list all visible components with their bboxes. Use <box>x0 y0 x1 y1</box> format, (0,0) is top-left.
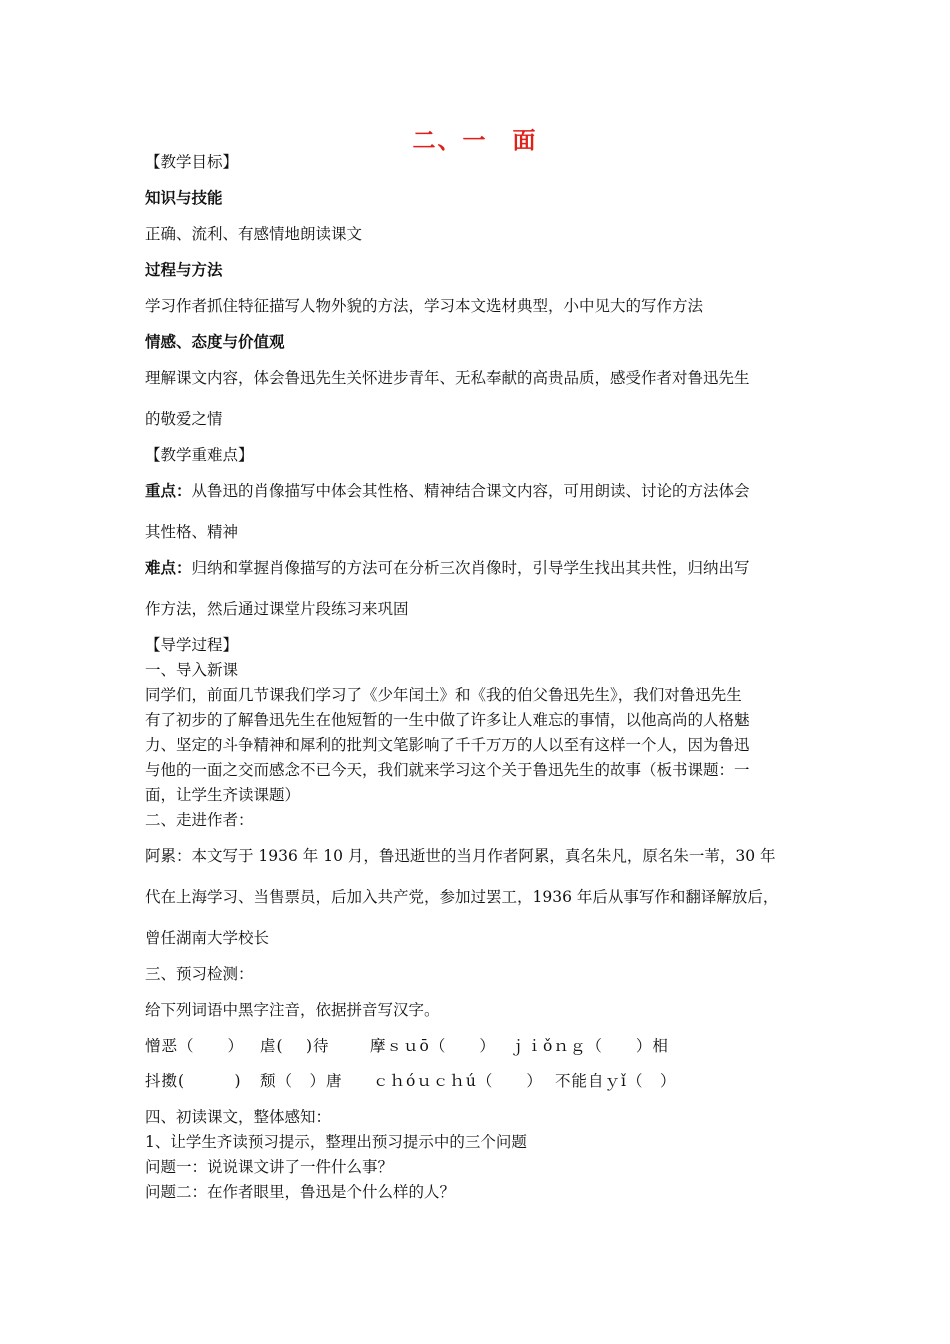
preview-item: ｃｈóｕｃｈú（ ） <box>373 1072 543 1090</box>
hard-point-text: 归纳和掌握肖像描写的方法可在分析三次肖像时，引导学生找出其共性，归纳出写 <box>191 559 750 577</box>
heading-author: 二、走进作者： <box>145 811 254 829</box>
section-guide-process: 【导学过程】 <box>145 636 239 654</box>
intro-line-3: 力、坚定的斗争精神和犀利的批判文笔影响了千千万万的人以至有这样一个人，因为鲁迅 <box>145 736 750 754</box>
hard-point-line-1 <box>145 558 750 578</box>
hard-point-label: 难点： <box>145 558 192 577</box>
preview-item: 不能自ｙǐ（ ） <box>555 1072 677 1090</box>
heading-knowledge-skills: 知识与技能 <box>145 188 223 207</box>
preview-item: 憎恶（ ） <box>145 1037 245 1055</box>
section-key-difficulties: 【教学重难点】 <box>145 446 254 464</box>
preview-item: 颓（ ）唐 <box>260 1072 343 1090</box>
key-point-line-1 <box>145 481 750 501</box>
section-teaching-goals: 【教学目标】 <box>145 153 239 171</box>
heading-first-reading: 四、初读课文，整体感知： <box>145 1108 332 1126</box>
author-line-2: 代在上海学习、当售票员，后加入共产党，参加过罢工，1936 年后从事写作和翻译解放后， <box>145 888 779 906</box>
page-title: 二、一 面 <box>412 127 538 154</box>
heading-process-methods: 过程与方法 <box>145 260 223 279</box>
intro-line-1: 同学们，前面几节课我们学习了《少年闰土》和《我的伯父鲁迅先生》，我们对鲁迅先生 <box>145 686 742 704</box>
key-point-line-2: 其性格、精神 <box>145 523 239 541</box>
intro-line-2: 有了初步的了解鲁迅先生在他短暂的一生中做了许多让人难忘的事情，以他高尚的人格魅 <box>145 711 750 729</box>
preview-instruction: 给下列词语中黑字注音，依据拼音写汉字。 <box>145 1001 440 1019</box>
key-point-text: 从鲁迅的肖像描写中体会其性格、精神结合课文内容，可用朗读、讨论的方法体会 <box>191 482 750 500</box>
reading-line-3: 问题二：在作者眼里，鲁迅是个什么样的人？ <box>145 1183 456 1201</box>
key-point-label: 重点： <box>145 481 192 500</box>
reading-line-1: 1、让学生齐读预习提示，整理出预习提示中的三个问题 <box>145 1133 527 1151</box>
hard-point-line-2: 作方法，然后通过课堂片段练习来巩固 <box>145 600 409 618</box>
preview-item: ｊｉǒｎｇ（ ）相 <box>510 1037 669 1055</box>
heading-emotion-values: 情感、态度与价值观 <box>145 332 285 351</box>
author-line-3: 曾任湖南大学校长 <box>145 929 270 947</box>
intro-line-5: 面，让学生齐读课题） <box>145 786 301 804</box>
text-emotion-values-line-1: 理解课文内容，体会鲁迅先生关怀进步青年、无私奉献的高贵品质，感受作者对鲁迅先生 <box>145 369 750 387</box>
preview-item: 摩ｓｕō（ ） <box>370 1037 496 1055</box>
intro-line-4: 与他的一面之交而感念不已今天，我们就来学习这个关于鲁迅先生的故事（板书课题：一 <box>145 761 750 779</box>
author-line-1: 阿累：本文写于 1936 年 10 月，鲁迅逝世的当月作者阿累，真名朱凡，原名朱一苇，30 年 <box>145 847 776 865</box>
preview-item: 虐( )待 <box>260 1037 330 1055</box>
text-knowledge-skills: 正确、流利、有感情地朗读课文 <box>145 225 363 243</box>
text-emotion-values-line-2: 的敬爱之情 <box>145 410 223 428</box>
text-process-methods: 学习作者抓住特征描写人物外貌的方法，学习本文选材典型，小中见大的写作方法 <box>145 297 704 315</box>
preview-item: 抖擞( ) <box>145 1072 242 1090</box>
reading-line-2: 问题一：说说课文讲了一件什么事？ <box>145 1158 394 1176</box>
heading-preview: 三、预习检测： <box>145 965 254 983</box>
heading-intro: 一、导入新课 <box>145 661 239 679</box>
